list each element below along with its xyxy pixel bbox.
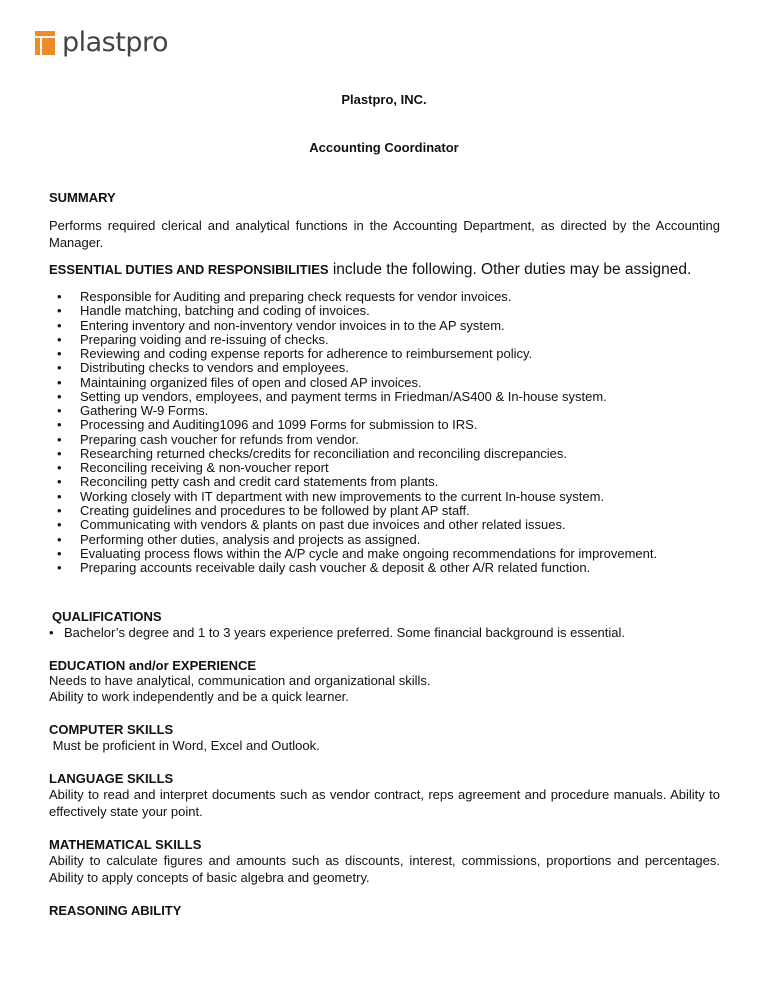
duty-item: • Reconciling receiving & non-voucher report [49, 461, 720, 475]
math-text: Ability to calculate figures and amounts such as discounts, interest, commissions, proportions and percentages. Ability to apply concepts of basic algebra and geometry. [49, 853, 720, 885]
duty-item: • Reviewing and coding expense reports for adherence to reimbursement policy. [49, 347, 720, 361]
reasoning-heading: REASONING ABILITY [49, 903, 182, 918]
math-heading: MATHEMATICAL SKILLS [49, 837, 202, 852]
duty-item: • Communicating with vendors & plants on past due invoices and other related issues. [49, 518, 720, 532]
duty-item: • Handle matching, batching and coding of invoices. [49, 304, 720, 318]
summary-heading: SUMMARY [49, 190, 116, 205]
duty-item: • Entering inventory and non-inventory vendor invoices in to the AP system. [49, 319, 720, 333]
duty-item: • Reconciling petty cash and credit card statements from plants. [49, 475, 720, 489]
duty-item: • Creating guidelines and procedures to be followed by plant AP staff. [49, 504, 720, 518]
computer-text: Must be proficient in Word, Excel and Outlook. [49, 738, 320, 753]
computer-heading: COMPUTER SKILLS [49, 722, 174, 737]
qualifications-heading: QUALIFICATIONS [52, 609, 162, 624]
duty-item: • Maintaining organized files of open and closed AP invoices. [49, 376, 720, 390]
education-heading: EDUCATION and/or EXPERIENCE [49, 658, 257, 673]
language-heading: LANGUAGE SKILLS [49, 771, 174, 786]
duty-item: • Preparing accounts receivable daily cash voucher & deposit & other A/R related function. [49, 561, 720, 575]
duty-item: • Setting up vendors, employees, and payment terms in Friedman/AS400 & In-house system. [49, 390, 720, 404]
language-text: Ability to read and interpret documents such as vendor contract, reps agreement and procedure manuals. Ability to effectively state your point. [49, 787, 720, 819]
job-title: Accounting Coordinator [309, 140, 459, 155]
education-line: Ability to work independently and be a quick learner. [49, 689, 349, 704]
duty-item: • Evaluating process flows within the A/P cycle and make ongoing recommendations for improvement. [49, 547, 720, 561]
company-name: Plastpro, INC. [341, 92, 427, 107]
education-line: Needs to have analytical, communication and organizational skills. [49, 673, 431, 688]
company-logo [35, 27, 169, 58]
duty-item: • Working closely with IT department with new improvements to the current In-house system. [49, 490, 720, 504]
duty-item: • Processing and Auditing1096 and 1099 Forms for submission to IRS. [49, 418, 720, 432]
duty-item: • Researching returned checks/credits for reconciliation and reconciling discrepancies. [49, 447, 720, 461]
duty-item: • Distributing checks to vendors and employees. [49, 361, 720, 375]
summary-text: Performs required clerical and analytical functions in the Accounting Department, as directed by the Accounting Manager. [49, 218, 720, 250]
duties-heading: ESSENTIAL DUTIES AND RESPONSIBILITIES [49, 262, 329, 277]
qualifications-list [49, 626, 720, 640]
duties-heading-line [49, 261, 720, 279]
duty-item: • Gathering W-9 Forms. [49, 404, 720, 418]
logo-text: plastpro [62, 27, 169, 58]
duty-item: • Responsible for Auditing and preparing check requests for vendor invoices. [49, 290, 720, 304]
duty-item: • Preparing voiding and re-issuing of checks. [49, 333, 720, 347]
list-item: • Bachelor’s degree and 1 to 3 years experience preferred. Some financial background is essential. [49, 626, 720, 640]
logo-mark-icon [35, 31, 55, 55]
duty-item: • Preparing cash voucher for refunds from vendor. [49, 433, 720, 447]
duties-list [49, 290, 720, 575]
duties-intro: include the following. Other duties may be assigned. [328, 261, 692, 278]
duty-item: • Performing other duties, analysis and projects as assigned. [49, 533, 720, 547]
